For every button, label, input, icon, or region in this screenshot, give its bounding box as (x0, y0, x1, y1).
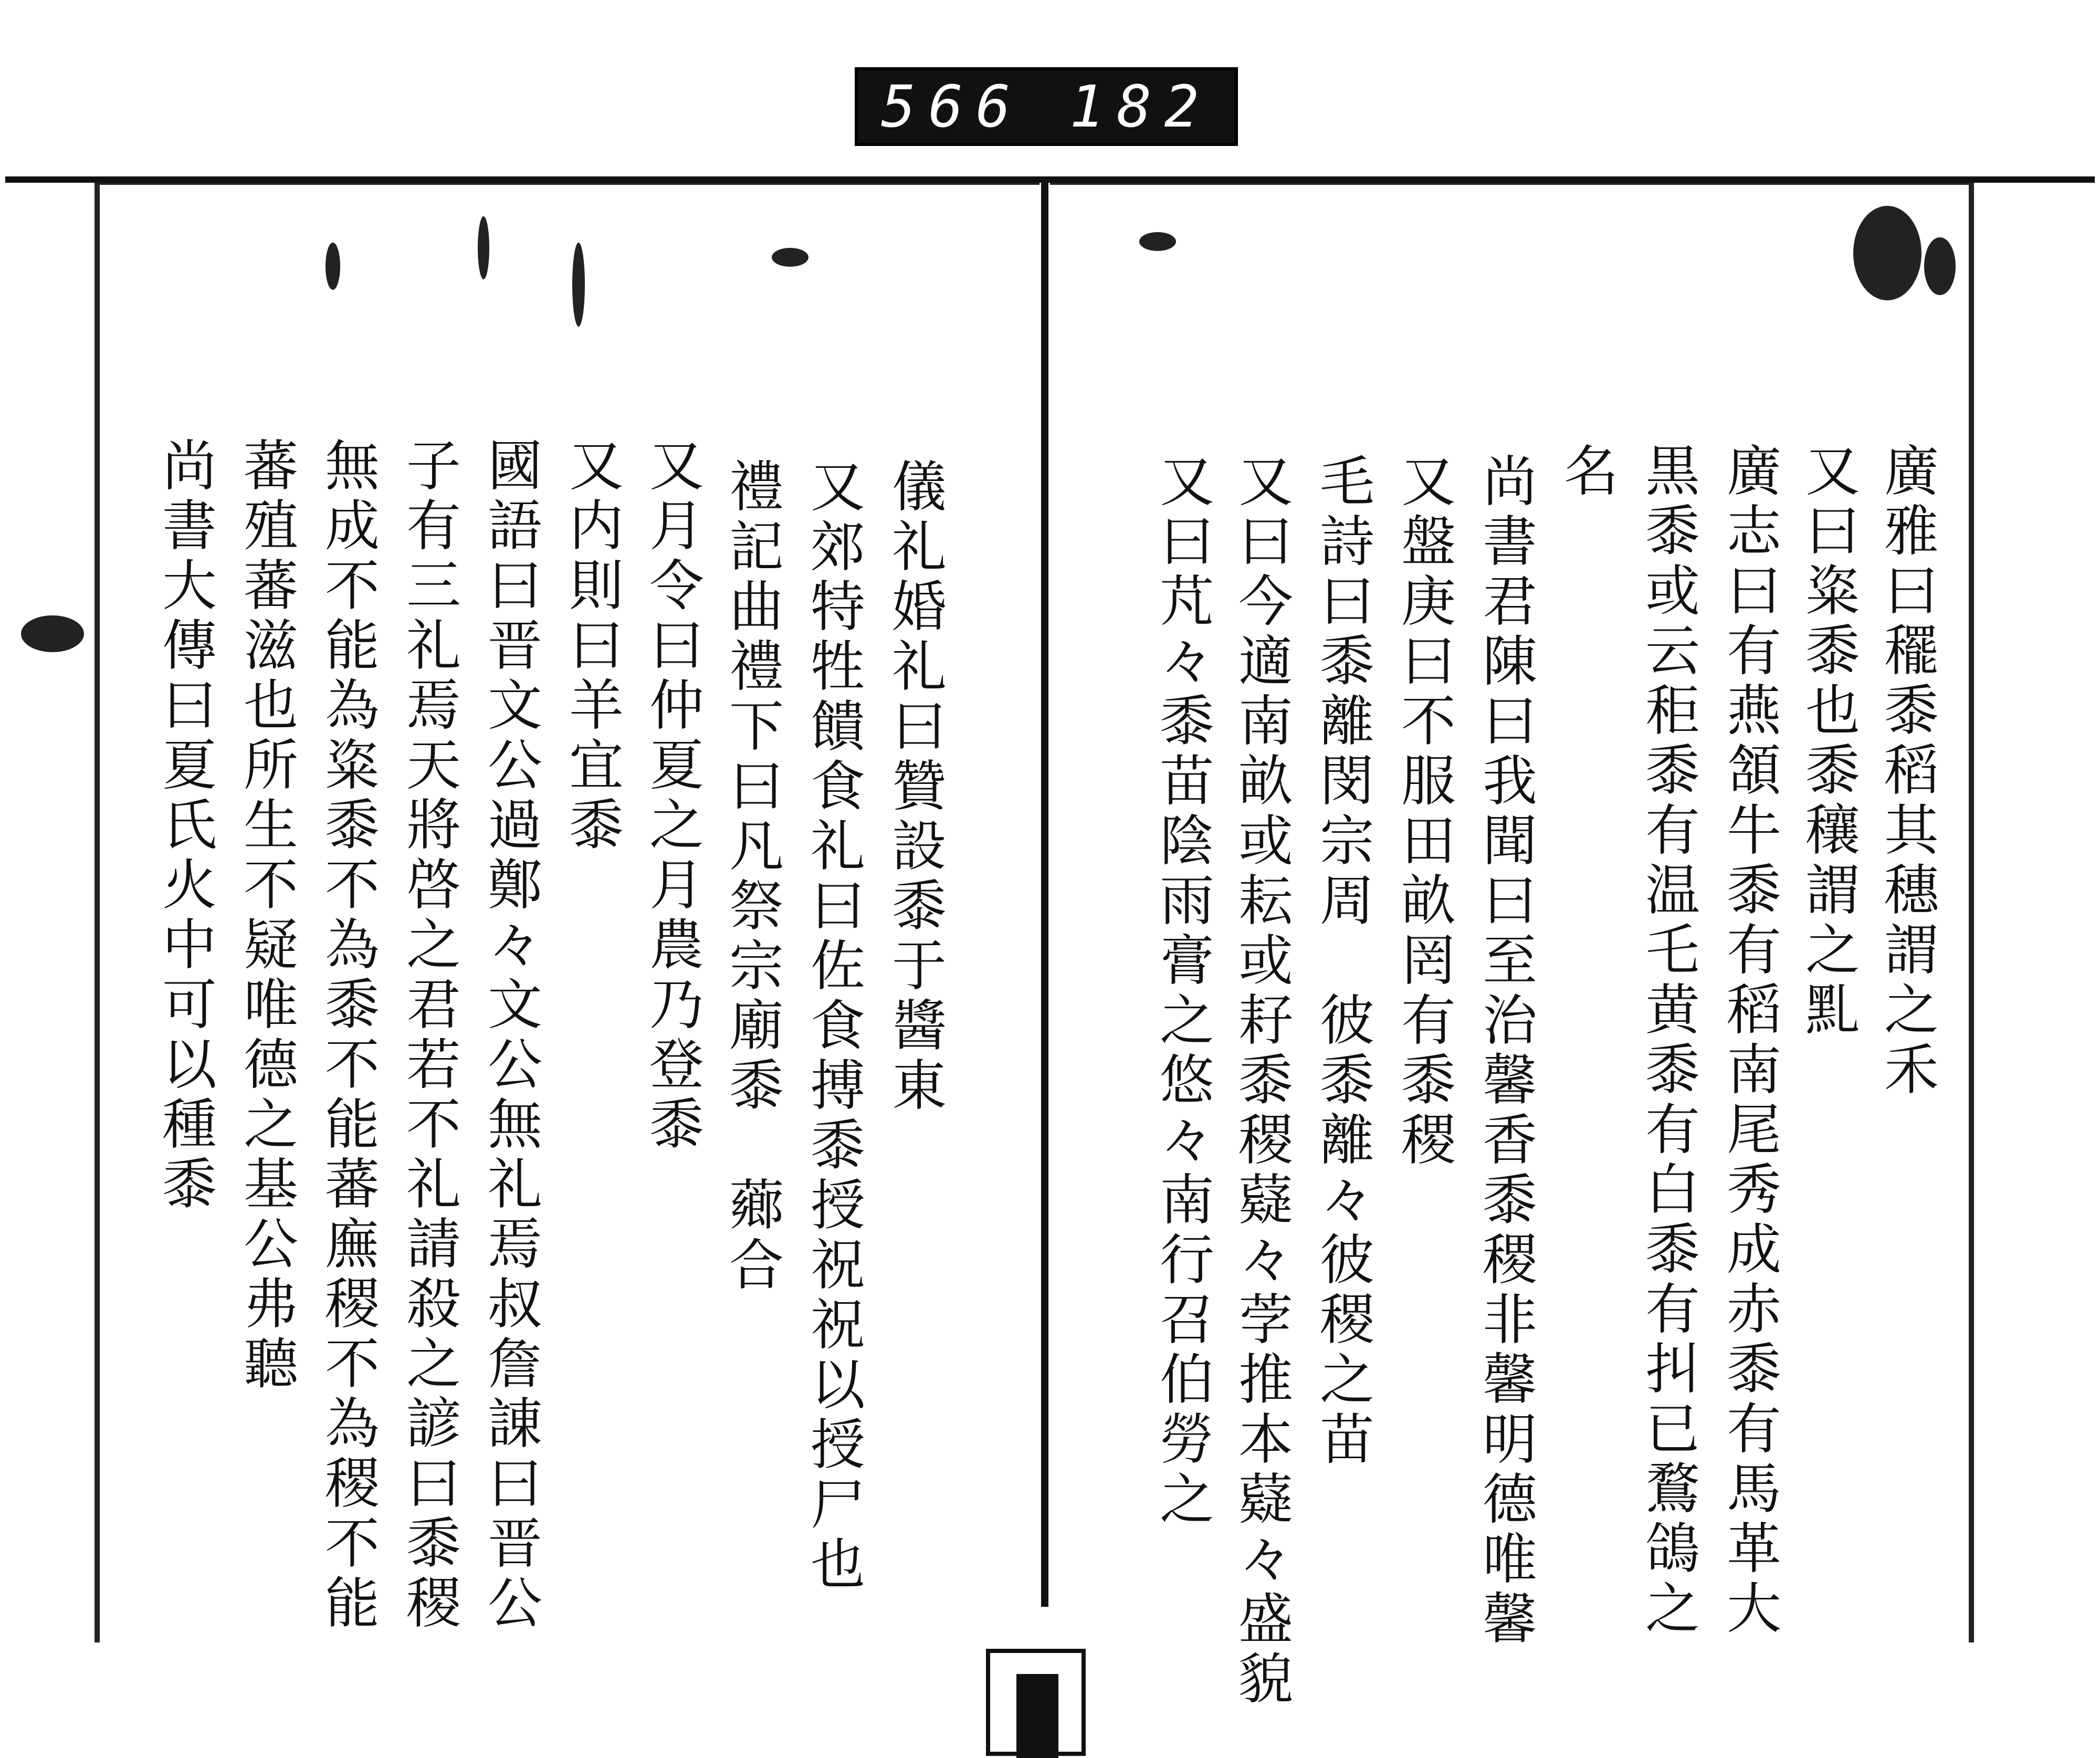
ink-stain (1139, 232, 1176, 251)
scan-holder-rod (5, 176, 2095, 183)
text-column: 又曰今適南畝或耘或耔黍稷薿々茡推本薿々盛貌 (1229, 453, 1293, 1710)
ink-stain (772, 248, 808, 267)
text-column: 又曰粢黍也黍穰謂之䵝 (1796, 442, 1860, 1041)
text-column: 尚書大傳曰夏氏火中可以種黍 (153, 437, 217, 1215)
left-page (94, 183, 1040, 1642)
ink-stain (326, 243, 340, 290)
frame-number: 182 (1069, 73, 1212, 140)
ink-stain (1924, 237, 1956, 295)
text-column: 又盤庚曰不服田畝罔有黍稷 (1392, 453, 1456, 1171)
text-column: 又郊特牲饋食礼曰佐食搏黍授祝祝以授尸也 (801, 458, 865, 1595)
text-column: 名 (1555, 442, 1619, 502)
text-column: 又月令曰仲夏之月農乃登黍 (640, 437, 704, 1155)
text-column: 尚書君陳曰我聞曰至治馨香黍稷非馨明德唯馨 (1473, 453, 1537, 1650)
ink-stain (478, 216, 489, 279)
microfilm-frame-label (855, 67, 1238, 146)
text-column: 廣雅曰䆉黍稻其穗謂之禾 (1875, 442, 1939, 1101)
text-column: 無成不能為粢黍不為黍不能蕃廡稷不為稷不能 (316, 437, 380, 1634)
text-column: 又内則曰羊宜黍 (560, 437, 624, 856)
text-column: 黒黍或云秬黍有温乇黄黍有白黍有㧃已鶩鴿之 (1636, 442, 1700, 1639)
text-column: 儀礼婚礼曰贊設黍于醬東 (883, 458, 947, 1116)
right-page (1050, 183, 1974, 1710)
text-column: 禮記曲禮下曰凡祭宗廟黍 薌合 (720, 458, 784, 1296)
text-column: 又曰芃々黍苗陰雨膏之悠々南行召伯勞之 (1150, 453, 1214, 1530)
reel-number: 566 (881, 73, 1023, 140)
text-column: 國語曰晋文公過鄭々文公無礼焉叔詹諌曰晋公 (478, 437, 542, 1634)
text-column: 子有三礼焉天將啓之君若不礼請殺之諺曰黍稷 (397, 437, 461, 1634)
text-column: 毛詩曰黍離閔宗周 彼黍離々彼稷之苗 (1310, 453, 1374, 1470)
ink-stain (1853, 206, 1922, 300)
ink-stain (21, 615, 84, 652)
text-column: 蕃殖蕃滋也所生不疑唯德之基公弗聽 (234, 437, 298, 1395)
spine-clip (986, 1649, 1086, 1756)
ink-stain (572, 243, 585, 327)
text-column: 廣志曰有燕頷牛黍有稻南尾秀成赤黍有馬革大 (1717, 442, 1781, 1639)
book-spine (1041, 179, 1048, 1607)
